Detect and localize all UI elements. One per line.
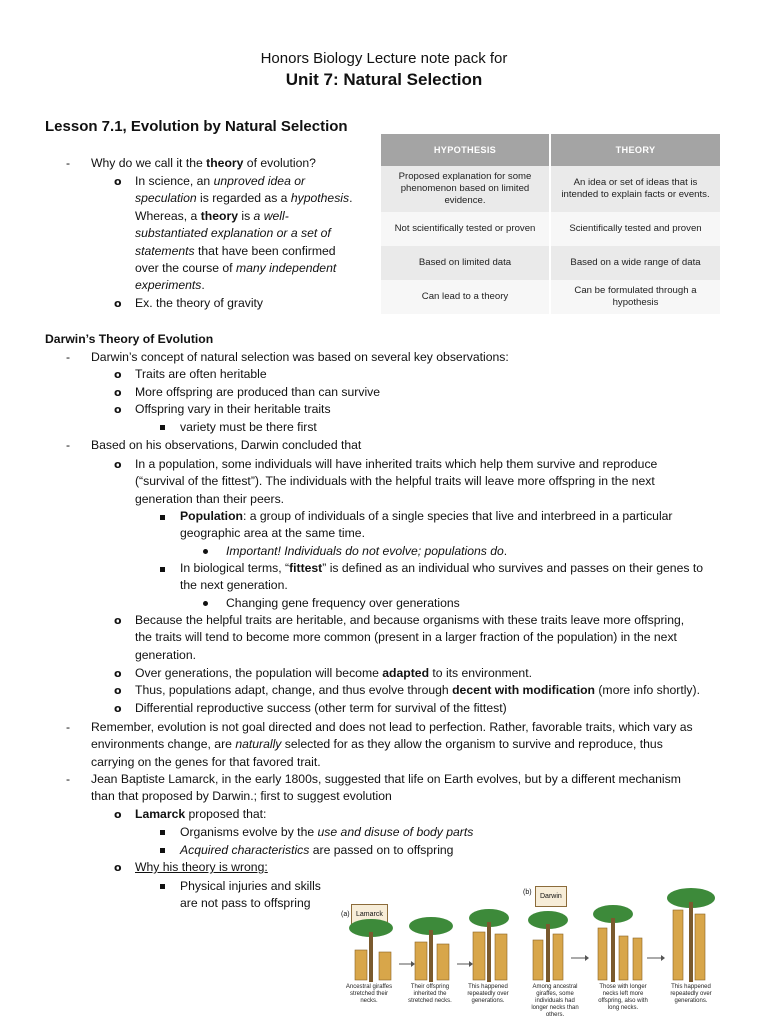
table-cell: Can lead to a theory — [381, 280, 550, 314]
caption-darwin-1: Among ancestral giraffes, some individuals had longer necks than others. — [531, 984, 579, 1018]
dash-bullet: - — [66, 772, 71, 786]
hypothesis-definition: In science, an unproved idea or speculation is regarded as a hypothesis. Whereas, a theory is a well- substantiated explanation or a set of statements that have been confirmed over the course of many independent experiments. — [135, 174, 353, 293]
o-bullet: o — [114, 175, 122, 188]
panel-a-label: (a) — [341, 911, 350, 918]
table-cell: Can be formulated through a hypothesis — [550, 280, 720, 314]
descent-note: Thus, populations adapt, change, and thus evolve through decent with modification (more info shortly). — [135, 683, 700, 697]
caption-lamarck-2: Their offspring inherited the stretched necks. — [408, 984, 452, 1004]
observation-item: More offspring are produced than can survive — [135, 385, 381, 399]
square-bullet — [160, 848, 165, 853]
darwin-conclusion: Based on his observations, Darwin concluded that — [91, 438, 362, 452]
table-cell: An idea or set of ideas that is intended to explain facts or events. — [550, 166, 720, 212]
conclusion-fittest: In a population, some individuals will have inherited traits which help them survive and reproduce (“survival of the fittest”). The individuals with the helpful traits will leave more offspring in the next generation than their peers. — [135, 457, 658, 506]
o-bullet: o — [114, 684, 122, 697]
evolution-not-goal-directed: Remember, evolution is not goal directed and does not lead to perfection. Rather, favorable traits, which vary as environments change, are naturally selected for as they allow the organism to survive and reproduce, thus carrying on the genes for that favored trait. — [91, 720, 693, 769]
gene-frequency-note: Changing gene frequency over generations — [226, 596, 460, 610]
dash-bullet: - — [66, 720, 71, 734]
o-bullet: o — [114, 386, 122, 399]
o-bullet: o — [114, 403, 122, 416]
theory-question: Why do we call it the theory of evolution? — [91, 156, 316, 170]
theory-example: Ex. the theory of gravity — [135, 296, 264, 310]
hypothesis-theory-table — [381, 134, 720, 314]
o-bullet: o — [114, 368, 122, 381]
observation-item: Offspring vary in their heritable traits — [135, 402, 331, 416]
square-bullet — [160, 567, 165, 572]
lamarck-label: Lamarck — [351, 904, 388, 925]
square-bullet — [160, 884, 165, 889]
table-cell: Based on a wide range of data — [550, 246, 720, 280]
table-header-theory: THEORY — [550, 134, 720, 166]
square-bullet — [160, 425, 165, 430]
observation-subitem: variety must be there first — [180, 420, 317, 434]
darwin-label: Darwin — [535, 886, 567, 907]
table-cell: Proposed explanation for some phenomenon based on limited evidence. — [381, 166, 550, 212]
doc-subtitle: Honors Biology Lecture note pack for — [260, 50, 508, 67]
reproductive-success: Differential reproductive success (other term for survival of the fittest) — [135, 701, 507, 715]
lamarck-darwin-giraffe-figure — [333, 880, 733, 1020]
o-bullet: o — [114, 297, 122, 310]
o-bullet: o — [114, 702, 122, 715]
round-bullet — [203, 601, 208, 606]
dash-bullet: - — [66, 350, 71, 364]
darwin-heading: Darwin’s Theory of Evolution — [45, 332, 214, 346]
caption-darwin-2: Those with longer necks left more offspring, also with long necks. — [598, 984, 648, 1011]
lamarck-intro: Jean Baptiste Lamarck, in the early 1800s, suggested that life on Earth evolves, but by a different mechanism than that proposed by Darwin.; first to suggest evolution — [91, 772, 681, 804]
caption-lamarck-3: This happened repeatedly over generations. — [467, 984, 509, 1004]
why-wrong-point: Physical injuries and skills are not pass to offspring — [180, 879, 321, 911]
dash-bullet: - — [66, 438, 71, 452]
darwin-observations: Darwin’s concept of natural selection was based on several key observations: — [91, 350, 509, 364]
round-bullet — [203, 549, 208, 554]
fittest-definition: In biological terms, “fittest” is defined as an individual who survives and passes on their genes to the next generation. — [180, 561, 703, 593]
lamarck-point: Acquired characteristics are passed on to offspring — [180, 843, 454, 857]
lesson-heading: Lesson 7.1, Evolution by Natural Selection — [45, 118, 348, 135]
why-wrong-heading: Why his theory is wrong: — [135, 860, 268, 874]
table-row — [381, 280, 720, 314]
table-row — [381, 166, 720, 212]
table-row — [381, 212, 720, 246]
square-bullet — [160, 830, 165, 835]
o-bullet: o — [114, 808, 122, 821]
caption-darwin-3: This happened repeatedly over generations. — [670, 984, 712, 1004]
caption-lamarck-1: Ancestral giraffes stretched their necks. — [345, 984, 393, 1004]
table-header-hypothesis: HYPOTHESIS — [381, 134, 550, 166]
doc-title: Unit 7: Natural Selection — [285, 70, 483, 89]
table-cell: Not scientifically tested or proven — [381, 212, 550, 246]
o-bullet: o — [114, 667, 122, 680]
table-row — [381, 246, 720, 280]
dash-bullet: - — [66, 156, 71, 170]
square-bullet — [160, 515, 165, 520]
o-bullet: o — [114, 614, 122, 627]
population-definition: Population: a group of individuals of a single species that live and interbreed in a particular geographic area at the same time. — [180, 509, 673, 541]
o-bullet: o — [114, 458, 122, 471]
panel-b-label: (b) — [523, 889, 532, 896]
adapted-note: Over generations, the population will become adapted to its environment. — [135, 666, 532, 680]
table-cell: Scientifically tested and proven — [550, 212, 720, 246]
observation-item: Traits are often heritable — [135, 367, 267, 381]
important-note: Important! Individuals do not evolve; populations do. — [226, 544, 508, 558]
lamarck-proposal: Lamarck proposed that: — [135, 807, 267, 821]
table-cell: Based on limited data — [381, 246, 550, 280]
o-bullet: o — [114, 861, 122, 874]
lamarck-point: Organisms evolve by the use and disuse of body parts — [180, 825, 474, 839]
heritable-traits: Because the helpful traits are heritable, and because organisms with these traits leave more offspring, the traits will tend to become more common (present in a larger fraction of the population) in the next generation. — [135, 613, 685, 662]
